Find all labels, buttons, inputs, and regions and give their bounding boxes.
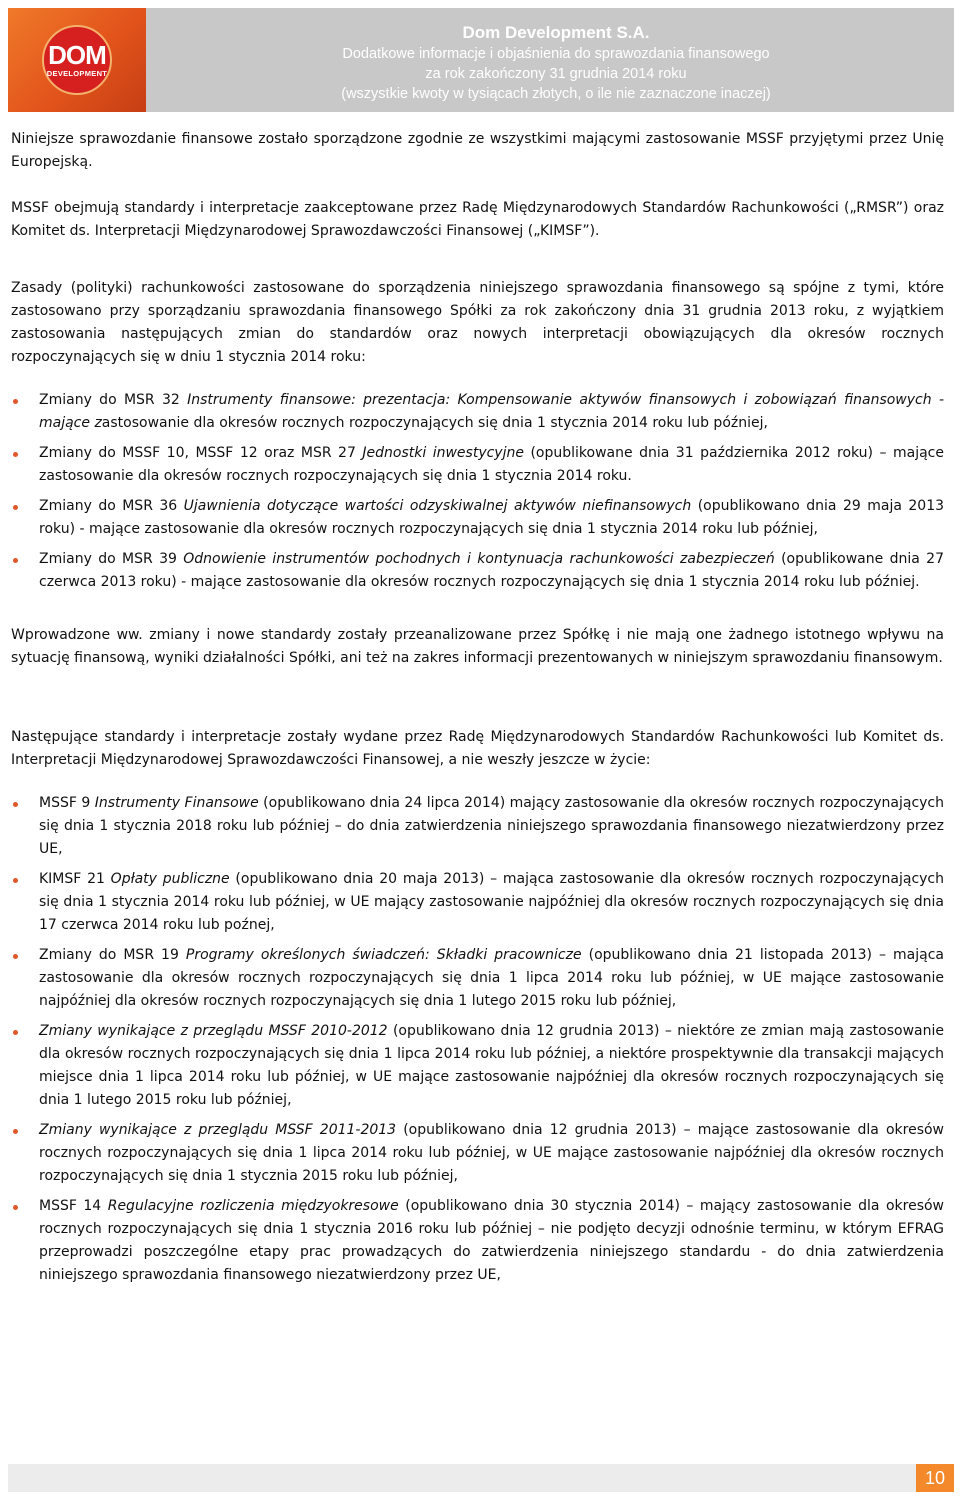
intro-paragraph-1: Niniejsze sprawozdanie finansowe zostało sporządzone zgodnie ze wszystkimi mającymi zastosowanie MSSF przyjętymi przez Unię Europejską. <box>11 131 944 170</box>
upcoming-standards-list <box>11 792 944 1287</box>
logo-emblem <box>42 25 112 95</box>
logo-sub-text: DEVELOPMENT <box>46 69 108 78</box>
logo-main-text: DOM <box>48 40 106 70</box>
list-item: Zmiany wynikające z przeglądu MSSF 2011-2013 (opublikowano dnia 12 grudnia 2013) – mające zastosowanie dla okresów rocznych rozpoczynających się dnia 1 lipca 2014 roku lub później, w UE mające zastosowanie najpóźniej dla okresów rocznych rozpoczynających się dnia 1 stycznia 2015 roku lub później, <box>11 1119 944 1188</box>
list-item: Zmiany do MSSF 10, MSSF 12 oraz MSR 27 Jednostki inwestycyjne (opublikowane dnia 31 października 2012 roku) – mające zastosowanie dla okresów rocznych rozpoczynających się dnia 1 stycznia 2014 roku. <box>11 442 944 488</box>
applied-changes-list <box>11 389 944 594</box>
company-logo <box>8 8 146 112</box>
footer-bar <box>8 1464 954 1492</box>
list-item: Zmiany do MSR 19 Programy określonych świadczeń: Składki pracownicze (opublikowano dnia 21 listopada 2013) – mająca zastosowanie dla okresów rocznych rozpoczynających się dnia 1 lipca 2014 roku lub później, w UE mające zastosowanie najpóźniej dla okresów rocznych rozpoczynających się dnia 1 lutego 2015 roku lub później, <box>11 944 944 1013</box>
not-yet-effective-paragraph: Następujące standardy i interpretacje zostały wydane przez Radę Międzynarodowych Standardów Rachunkowości lub Komitet ds. Interpretacji Międzynarodowej Sprawozdawczości Finansowej, a nie weszły jeszcze w życie: <box>11 729 944 768</box>
list-item: MSSF 14 Regulacyjne rozliczenia międzyokresowe (opublikowano dnia 30 stycznia 2014) – mający zastosowanie dla okresów rocznych rozpoczynających się dnia 1 stycznia 2016 roku lub później – nie podjęto decyzji odnośnie terminu, w którym EFRAG przeprowadzi poszczególne etapy prac prowadzących do zatwierdzenia niniejszego standardu - do dnia zatwierdzenia niniejszego sprawozdania finansowego niezatwierdzony przez UE, <box>11 1195 944 1287</box>
header-text-block <box>158 22 954 104</box>
company-name: Dom Development S.A. <box>462 23 650 42</box>
page-number: 10 <box>916 1464 954 1492</box>
header-subtitle-line3: (wszystkie kwoty w tysiącach złotych, o ile nie zaznaczone inaczej) <box>341 86 771 102</box>
intro-paragraph-2: MSSF obejmują standardy i interpretacje zaakceptowane przez Radę Międzynarodowych Standardów Rachunkowości („RMSR”) oraz Komitet ds. Interpretacji Międzynarodowej Sprawozdawczości Finansowej („KIMSF”). <box>11 200 944 239</box>
page-header <box>8 8 954 112</box>
list-item: KIMSF 21 Opłaty publiczne (opublikowano dnia 20 maja 2013) – mająca zastosowanie dla okresów rocznych rozpoczynających się dnia 1 stycznia 2014 roku lub później, w UE mający zastosowanie najpóźniej dla okresów rocznych rozpoczynających się dnia 17 czerwca 2014 roku lub poźnej, <box>11 868 944 937</box>
header-subtitle-line1: Dodatkowe informacje i objaśnienia do sprawozdania finansowego <box>342 46 770 62</box>
list-item: Zmiany do MSR 39 Odnowienie instrumentów pochodnych i kontynuacja rachunkowości zabezpieczeń (opublikowane dnia 27 czerwca 2013 roku) - mające zastosowanie dla okresów rocznych rozpoczynających się dnia 1 stycznia 2014 roku lub później. <box>11 548 944 594</box>
list-item: Zmiany do MSR 32 Instrumenty finansowe: prezentacja: Kompensowanie aktywów finansowych i zobowiązań finansowych - mające zastosowanie dla okresów rocznych rozpoczynających się dnia 1 stycznia 2014 roku lub później, <box>11 389 944 435</box>
list-item: Zmiany do MSR 36 Ujawnienia dotyczące wartości odzyskiwalnej aktywów niefinansowych (opublikowano dnia 29 maja 2013 roku) - mające zastosowanie dla okresów rocznych rozpoczynających się dnia 1 stycznia 2014 roku lub później, <box>11 495 944 541</box>
header-subtitle-line2: za rok zakończony 31 grudnia 2014 roku <box>425 66 687 82</box>
intro-paragraph-3: Zasady (polityki) rachunkowości zastosowane do sporządzenia niniejszego sprawozdania finansowego są spójne z tymi, które zastosowano przy sporządzaniu sprawozdania finansowego Spółki za rok zakończony dnia 31 grudnia 2013 roku, z wyjątkiem zastosowania następujących zmian do standardów oraz nowych interpretacji obowiązujących dla okresów rocznych rozpoczynających się w dniu 1 stycznia 2014 roku: <box>11 280 944 365</box>
list-item: Zmiany wynikające z przeglądu MSSF 2010-2012 (opublikowano dnia 12 grudnia 2013) – niektóre ze zmian mają zastosowanie dla okresów rocznych rozpoczynających się dnia 1 lipca 2014 roku lub później, a niektóre prospektywnie dla transakcji mających miejsce dnia 1 lipca 2014 roku lub później, w UE mające zastosowanie najpóźniej dla okresów rocznych rozpoczynających się dnia 1 lutego 2015 roku lub później, <box>11 1020 944 1112</box>
impact-paragraph: Wprowadzone ww. zmiany i nowe standardy zostały przeanalizowane przez Spółkę i nie mają one żadnego istotnego wpływu na sytuację finansową, wyniki działalności Spółki, ani też na zakres informacji prezentowanych w niniejszym sprawozdaniu finansowym. <box>11 627 944 666</box>
list-item: MSSF 9 Instrumenty Finansowe (opublikowano dnia 24 lipca 2014) mający zastosowanie dla okresów rocznych rozpoczynających się dnia 1 stycznia 2018 roku lub później – do dnia zatwierdzenia niniejszego sprawozdania finansowego niezatwierdzony przez UE, <box>11 792 944 861</box>
document-body <box>11 128 944 1287</box>
